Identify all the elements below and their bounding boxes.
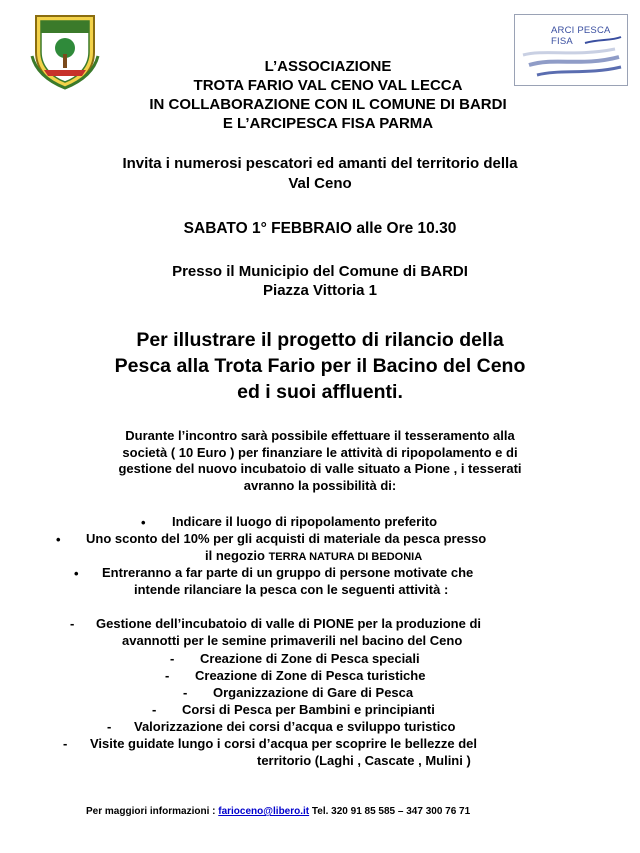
dash-marker: - xyxy=(170,651,175,666)
phone-numbers: Tel. 320 91 85 585 – 347 300 76 71 xyxy=(309,806,471,817)
dash-marker: - xyxy=(152,702,157,717)
activity-2: Creazione di Zone di Pesca speciali xyxy=(200,651,420,666)
bullet-marker: • xyxy=(141,515,146,530)
benefit-2-line-1: Uno sconto del 10% per gli acquisti di materiale da pesca presso xyxy=(86,531,487,546)
location-line-1: Presso il Municipio del Comune di BARDI xyxy=(172,263,468,280)
header-line-3: IN COLLABORAZIONE CON IL COMUNE DI BARDI xyxy=(149,96,507,113)
dash-marker: - xyxy=(70,616,75,631)
contact-footer xyxy=(86,806,470,817)
project-headline xyxy=(0,327,640,405)
headline-line-2: Pesca alla Trota Fario per il Bacino del Ceno xyxy=(114,355,526,377)
shop-name: TERRA NATURA DI BEDONIA xyxy=(268,551,423,563)
activity-7-line-2: territorio (Laghi , Cascate , Mulini ) xyxy=(257,753,471,768)
bullet-marker: • xyxy=(56,532,61,547)
header-line-1: L’ASSOCIAZIONE xyxy=(264,58,392,75)
membership-paragraph xyxy=(0,428,640,494)
benefit-1: Indicare il luogo di ripopolamento preferito xyxy=(172,514,438,529)
event-date: SABATO 1° FEBBRAIO alle Ore 10.30 xyxy=(183,220,457,237)
benefit-2-prefix: il negozio xyxy=(205,548,269,563)
headline-line-1: Per illustrare il progetto di rilancio della xyxy=(136,329,504,351)
benefit-3-line-2: intende rilanciare la pesca con le seguenti attività : xyxy=(134,582,449,597)
dash-marker: - xyxy=(63,736,68,751)
activity-1-line-1: Gestione dell’incubatoio di valle di PIONE per la produzione di xyxy=(96,616,481,631)
headline-line-3: ed i suoi affluenti. xyxy=(237,381,403,403)
paragraph-line-1: Durante l’incontro sarà possibile effettuare il tesseramento alla xyxy=(125,428,515,443)
footer-prefix: Per maggiori informazioni : xyxy=(86,806,219,817)
dash-marker: - xyxy=(107,719,112,734)
activity-3: Creazione di Zone di Pesca turistiche xyxy=(195,668,426,683)
location-line-2: Piazza Vittoria 1 xyxy=(263,282,377,299)
arci-pesca-logo-text: ARCI PESCA FISA xyxy=(551,25,611,47)
dash-marker: - xyxy=(183,685,188,700)
header-line-4: E L’ARCIPESCA FISA PARMA xyxy=(222,115,434,132)
email-link[interactable]: farioceno@libero.it xyxy=(218,806,310,817)
paragraph-line-2: società ( 10 Euro ) per finanziare le attività di ripopolamento e di xyxy=(122,444,518,460)
benefit-2-line-2 xyxy=(205,548,422,565)
activity-1-line-2: avannotti per le semine primaverili nel bacino del Ceno xyxy=(122,633,463,648)
paragraph-line-3: gestione del nuovo incubatoio di valle situato a Pione , i tesserati xyxy=(118,461,522,476)
activity-5: Corsi di Pesca per Bambini e principianti xyxy=(182,702,435,717)
invite-text xyxy=(0,154,640,193)
organizer-header xyxy=(8,57,640,133)
invite-line-2: Val Ceno xyxy=(288,174,352,192)
dash-marker: - xyxy=(165,668,170,683)
activity-4: Organizzazione di Gare di Pesca xyxy=(213,685,414,700)
activity-7-line-1: Visite guidate lungo i corsi d’acqua per scoprire le bellezze del xyxy=(90,736,477,751)
paragraph-line-4: avranno la possibilità di: xyxy=(243,477,397,493)
header-line-2: TROTA FARIO VAL CENO VAL LECCA xyxy=(193,77,463,94)
bullet-marker: • xyxy=(74,566,79,581)
invite-line-1: Invita i numerosi pescatori ed amanti del territorio della xyxy=(122,155,518,172)
event-location xyxy=(0,262,640,300)
benefit-3-line-1: Entreranno a far parte di un gruppo di persone motivate che xyxy=(102,565,474,580)
activity-6: Valorizzazione dei corsi d’acqua e sviluppo turistico xyxy=(134,719,456,734)
